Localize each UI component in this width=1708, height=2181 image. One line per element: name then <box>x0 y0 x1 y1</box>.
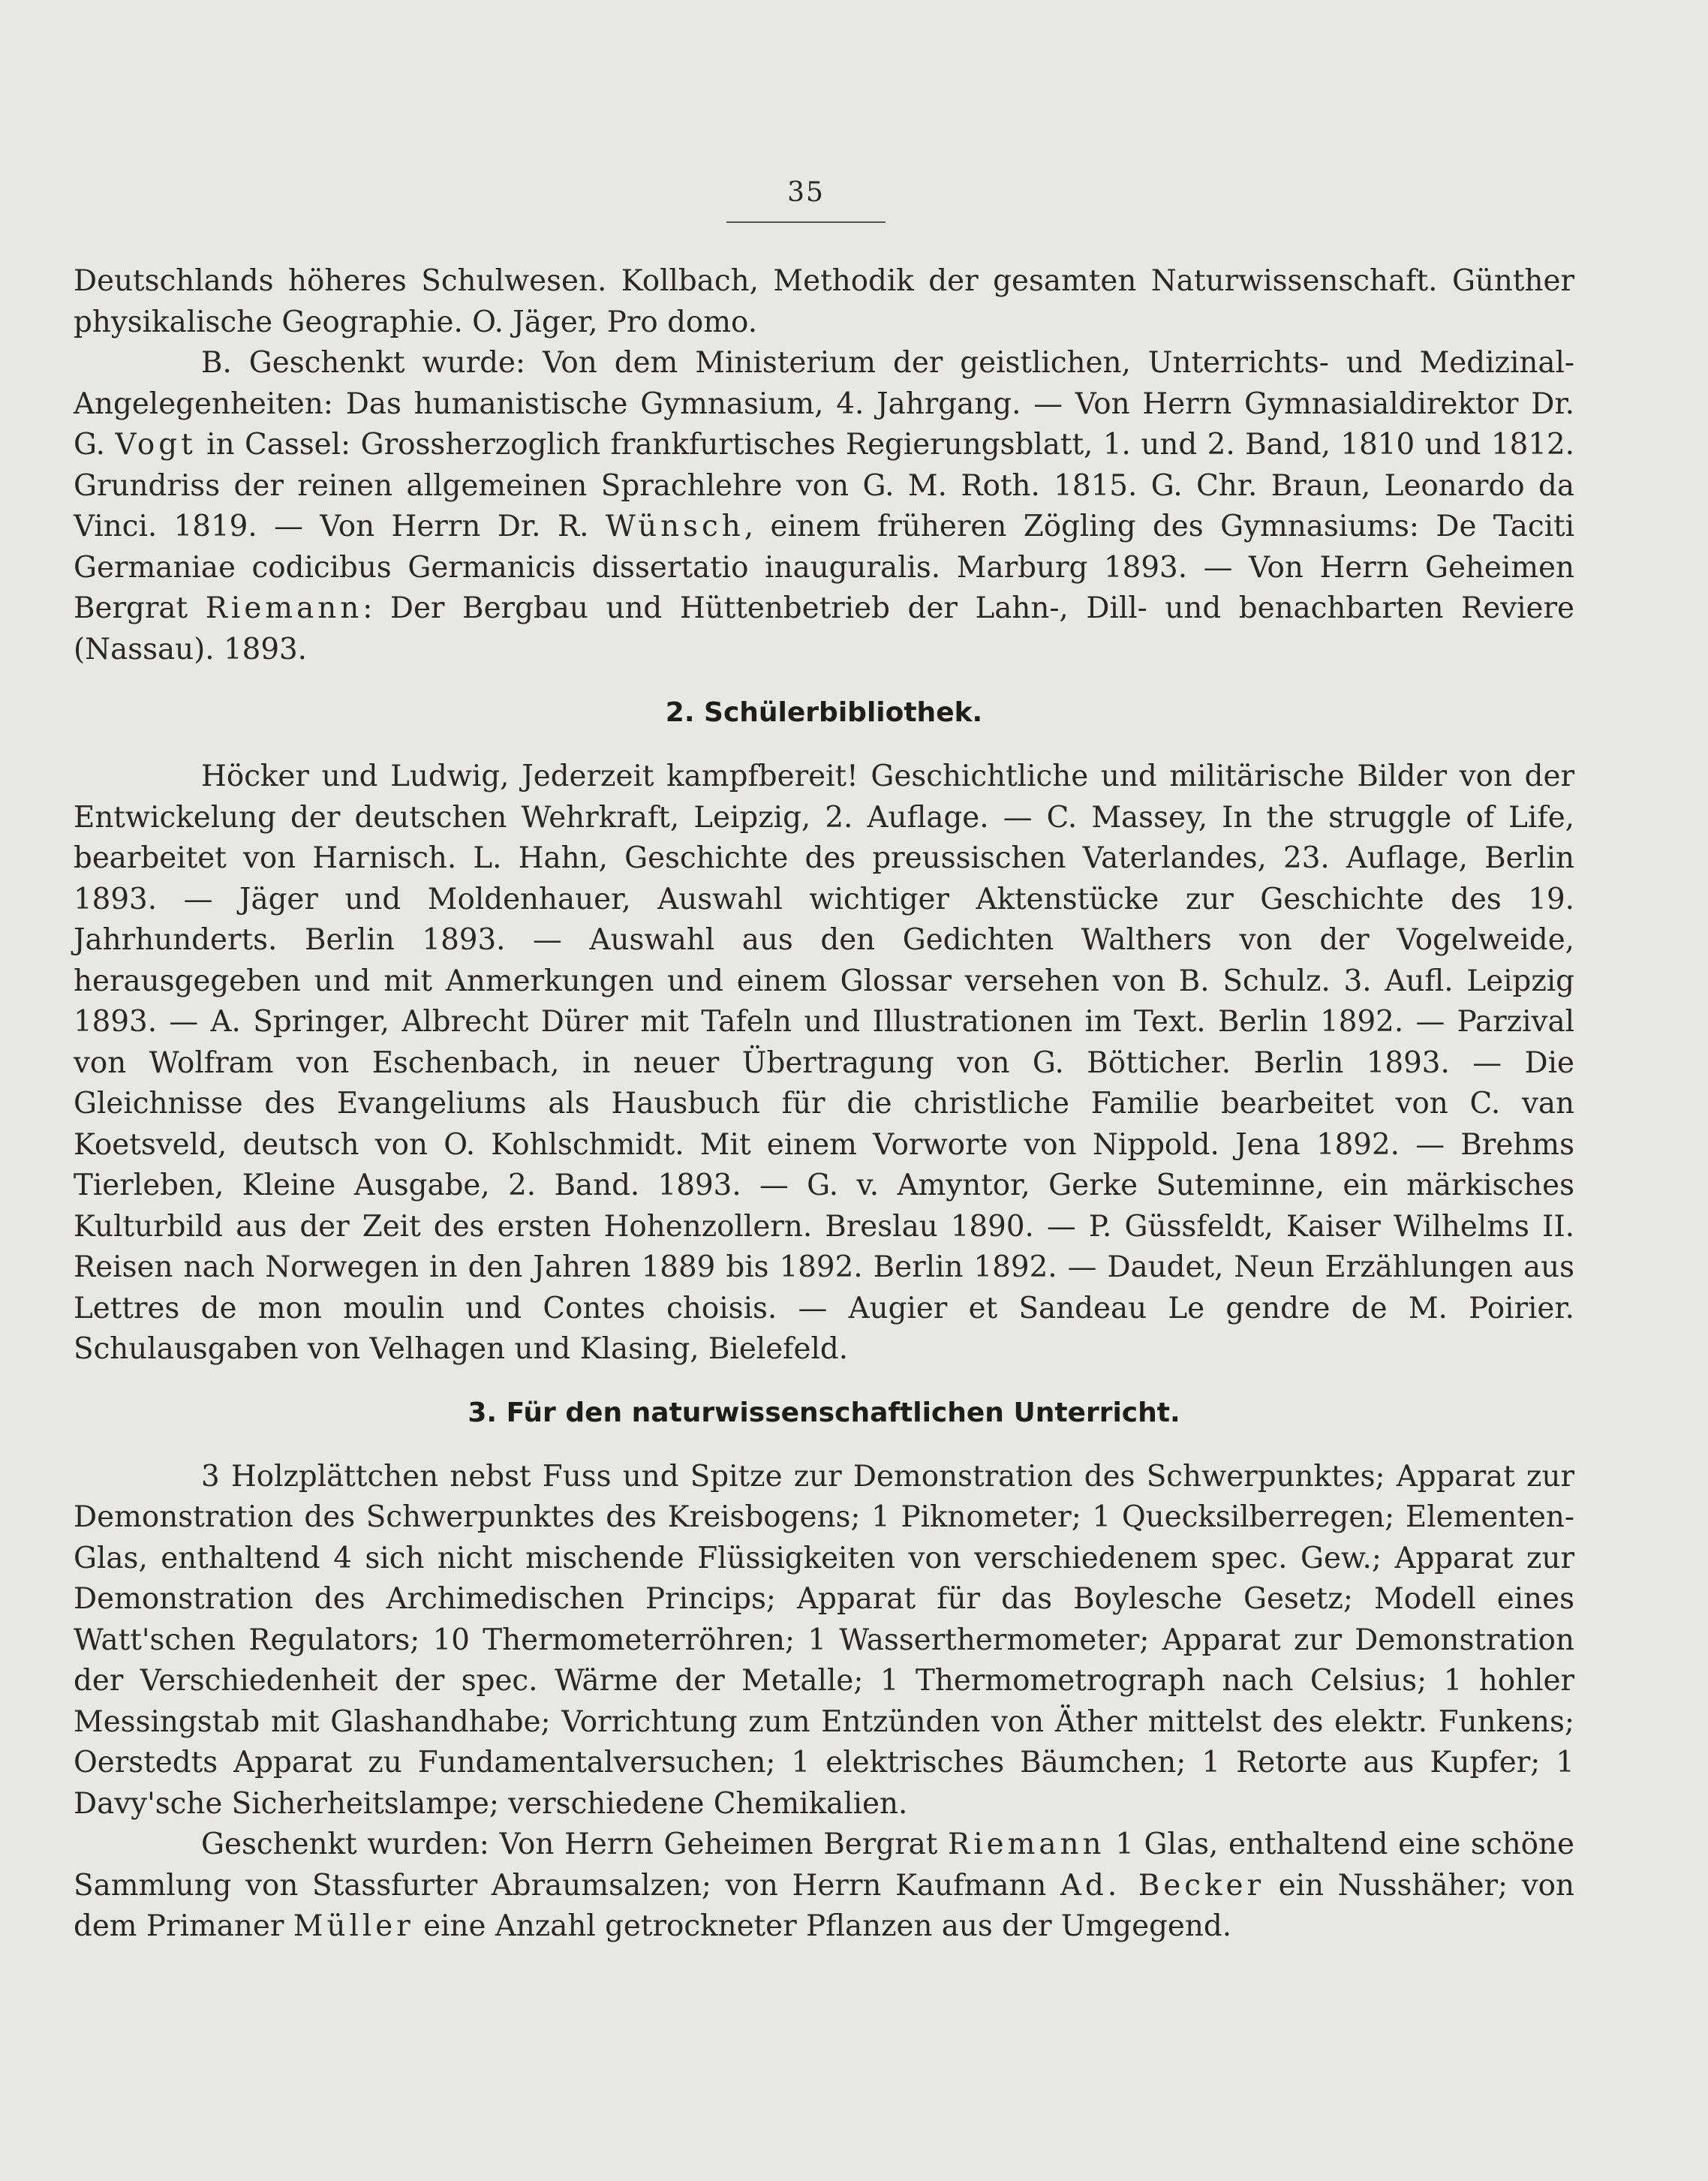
page-body <box>74 261 1574 1948</box>
gifts-text-1: B. Geschenkt wurde: Von dem Ministerium der geistlichen, Unterrichts- und Medizinal-Angelegenheiten: Das humanistische Gymnasium, 4. Jahrgang. — Von Herrn Gymnasialdirektor Dr. G. <box>74 346 1574 462</box>
donations-text-2: 1 Glas, enthaltend eine schöne Sammlung von Stassfurter Abraumsalzen; von Herrn Kaufmann <box>74 1828 1574 1903</box>
name-mueller: Müller <box>293 1909 414 1943</box>
page-number: 35 <box>787 177 825 208</box>
donations-text-1: Geschenkt wurden: Von Herrn Geheimen Bergrat <box>201 1828 949 1861</box>
name-wuensch: Wünsch <box>605 510 744 543</box>
name-becker: Ad. Becker <box>1060 1868 1265 1903</box>
donations-text-3: ein Nusshäher; von dem Primaner <box>74 1868 1574 1943</box>
paragraph-schuelerbibliothek: Höcker und Ludwig, Jederzeit kampfbereit! Geschichtliche und militärische Bilder von der Entwickelung der deutschen Wehrkraft, Leipzig, 2. Auflage. — C. Massey, In the struggle of Life, bearbeitet von Harnisch. L. Hahn, Geschichte des preussischen Vaterlandes, 23. Auflage, Berlin 1893. — Jäger und Moldenhauer, Auswahl wichtiger Aktenstücke zur Geschichte des 19. Jahrhunderts. Berlin 1893. — Auswahl aus den Gedichten Walthers von der Vogelweide, herausgegeben und mit Anmerkungen und einem Glossar versehen von B. Schulz. 3. Aufl. Leipzig 1893. — A. Springer, Albrecht Dürer mit Tafeln und Illustrationen im Text. Berlin 1892. — Parzival von Wolfram von Eschenbach, in neuer Übertragung von G. Bötticher. Berlin 1893. — Die Gleichnisse des Evangeliums als Hausbuch für die christliche Familie bearbeitet von C. van Koetsveld, deutsch von O. Kohlschmidt. Mit einem Vorworte von Nippold. Jena 1892. — Brehms Tierleben, Kleine Ausgabe, 2. Band. 1893. — G. v. Amyntor, Gerke Suteminne, ein märkisches Kulturbild aus der Zeit des ersten Hohenzollern. Breslau 1890. — P. Güssfeldt, Kaiser Wilhelms II. Reisen nach Norwegen in den Jahren 1889 bis 1892. Berlin 1892. — Daudet, Neun Erzählungen aus Lettres de mon moulin und Contes choisis. — Augier et Sandeau Le gendre de M. Poirier. Schulausgaben von Velhagen und Klasing, Bielefeld. <box>74 760 1574 1366</box>
gifts-text-2: in Cassel: Grossherzoglich frankfurtisches Regierungsblatt, 1. und 2. Band, 1810 und 1812. Grundriss der reinen allgemeinen Sprachlehre von G. M. Roth. 1815. G. Chr. Braun, Leonardo da Vinci. 1819. — Von Herrn Dr. R. <box>74 428 1575 543</box>
heading-naturwissenschaft: 3. Für den naturwissenschaftlichen Unterricht. <box>468 1397 1180 1428</box>
gifts-text-3: , einem früheren Zögling des Gymnasiums: De Taciti Germaniae codicibus Germanicis dissertatio inauguralis. Marburg 1893. — Von Herrn Geheimen Bergrat <box>74 510 1574 625</box>
name-vogt: Vogt <box>115 428 197 462</box>
donations-text-4: eine Anzahl getrockneter Pflanzen aus der Umgegend. <box>413 1909 1232 1943</box>
paragraph-apparatus: 3 Holzplättchen nebst Fuss und Spitze zur Demonstration des Schwerpunktes; Apparat zur Demonstration des Schwerpunktes des Kreisbogens; 1 Piknometer; 1 Quecksilberregen; Elementen-Glas, enthaltend 4 sich nicht mischende Flüssigkeiten von verschiedenem spec. Gew.; Apparat zur Demonstration des Archimedischen Princips; Apparat für das Boylesche Gesetz; Modell eines Watt'schen Regulators; 10 Thermometerröhren; 1 Wasserthermometer; Apparat zur Demonstration der Verschiedenheit der spec. Wärme der Metalle; 1 Thermometrograph nach Celsius; 1 hohler Messingstab mit Glashandhabe; Vorrichtung zum Entzünden von Äther mittelst des elektr. Funkens; Oerstedts Apparat zu Fundamentalversuchen; 1 elektrisches Bäumchen; 1 Retorte aus Kupfer; 1 Davy'sche Sicherheitslampe; verschiedene Chemikalien. <box>74 1459 1574 1821</box>
name-riemann-2: Riemann <box>948 1828 1105 1861</box>
paragraph-donations <box>74 1825 1574 1948</box>
paragraph-gifts <box>74 343 1574 670</box>
name-riemann: Riemann <box>205 591 363 625</box>
page-number-rule <box>726 221 886 223</box>
gifts-text-4: : Der Bergbau und Hüttenbetrieb der Lahn-, Dill- und benachbarten Reviere (Nassau). 1893. <box>74 591 1575 666</box>
heading-schuelerbibliothek: 2. Schülerbibliothek. <box>665 697 983 728</box>
paragraph-continuation: Deutschlands höheres Schulwesen. Kollbach, Methodik der gesamten Naturwissenschaft. Günther physikalische Geographie. O. Jäger, Pro domo. <box>74 264 1574 339</box>
